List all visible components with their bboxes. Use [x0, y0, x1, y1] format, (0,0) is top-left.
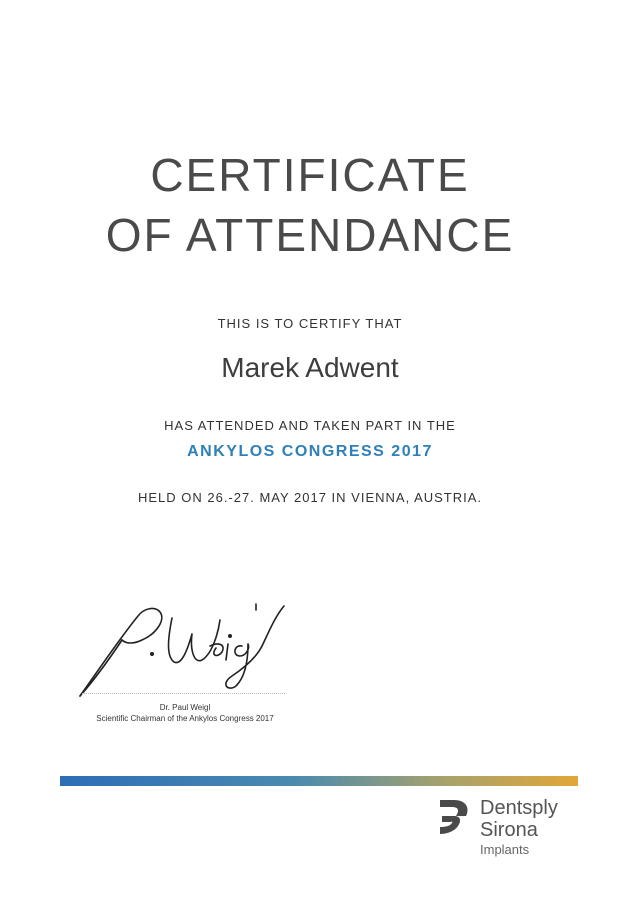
- signature-line: [80, 693, 285, 694]
- brand-line1: Dentsply: [480, 797, 558, 819]
- gradient-bar: [60, 776, 578, 786]
- certify-text: THIS IS TO CERTIFY THAT: [217, 316, 403, 331]
- recipient-name: Marek Adwent: [221, 352, 399, 383]
- attended-text: HAS ATTENDED AND TAKEN PART IN THE: [164, 418, 456, 433]
- event-name: ANKYLOS CONGRESS 2017: [187, 443, 433, 460]
- held-text: HELD ON 26.-27. MAY 2017 IN VIENNA, AUSTRIA.: [137, 490, 483, 505]
- certificate-title-line2: OF ATTENDANCE: [105, 209, 515, 261]
- brand-logo-text: [480, 798, 558, 856]
- signer-title: Scientific Chairman of the Ankylos Congress 2017: [96, 714, 274, 723]
- brand-line3: Implants: [480, 842, 530, 857]
- handwritten-signature: [60, 598, 300, 708]
- dentsply-sirona-logo-icon: [436, 796, 472, 838]
- brand-line2: Sirona: [480, 819, 538, 841]
- certificate-title-line1: CERTIFICATE: [150, 149, 470, 201]
- signer-name: Dr. Paul Weigl: [159, 703, 211, 712]
